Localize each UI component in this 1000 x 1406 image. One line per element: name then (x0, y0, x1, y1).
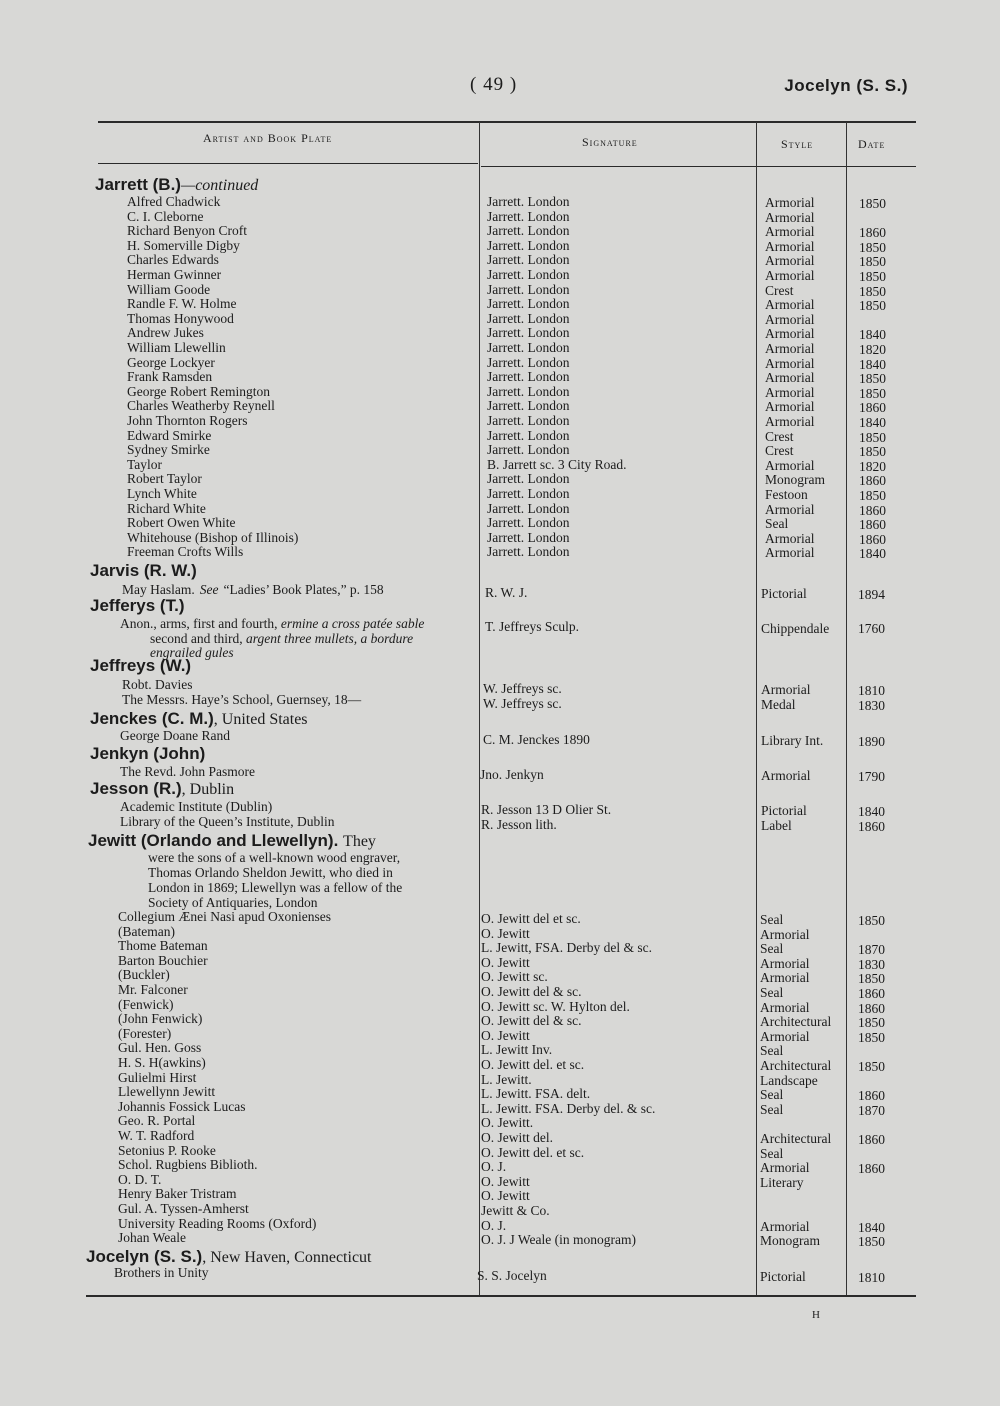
table-row-plate: (Forester) (118, 1025, 172, 1041)
heading-name: Jenckes (C. M.) (90, 709, 214, 728)
heading-name: Jewitt (Orlando and Llewellyn). (88, 831, 339, 850)
table-row-plate: Johannis Fossick Lucas (118, 1098, 246, 1114)
table-row-style: Pictorial (760, 1269, 806, 1284)
section-heading-jocelyn (86, 1248, 371, 1266)
table-row-plate: Taylor (127, 456, 163, 472)
table-row-date: 1840 (859, 415, 886, 430)
table-row-plate: William Llewellin (127, 340, 226, 355)
table-row-signature: B. Jarrett sc. 3 City Road. (487, 456, 627, 472)
table-row-date: 1850 (859, 371, 886, 387)
table-row-signature: O. Jewitt del & sc. (481, 1013, 582, 1029)
table-row-signature: Jarrett. London (487, 194, 570, 209)
section-heading-jesson (90, 780, 234, 798)
table-row-signature: O. J. (481, 1217, 507, 1233)
heading-name: Jesson (R.) (90, 779, 182, 798)
table-row-plate: (Buckler) (118, 967, 170, 983)
table-row-date: 1810 (858, 683, 885, 698)
desc-line: Thomas Orlando Sheldon Jewitt, who died in (148, 865, 393, 880)
table-row-date: 1830 (858, 697, 885, 713)
table-row-plate: Whitehouse (Bishop of Illinois) (127, 529, 299, 545)
table-row-date: 1860 (859, 517, 886, 533)
table-row-date: 1850 (859, 488, 886, 503)
table-row-plate: Robt. Davies (122, 677, 193, 692)
table-row-signature: C. M. Jenckes 1890 (483, 732, 590, 747)
table-row-style: Armorial (765, 311, 815, 327)
desc-text: Anon., arms, first and fourth, (120, 616, 281, 631)
table-row-plate: Alfred Chadwick (127, 194, 221, 209)
table-row-signature: Jarrett. London (487, 500, 570, 516)
table-row-date: 1860 (859, 502, 886, 518)
table-row-plate: Thome Bateman (118, 938, 208, 954)
table-row-style: Armorial (760, 970, 810, 986)
table-row-plate: Johan Weale (118, 1230, 187, 1246)
table-row-style: Armorial (765, 501, 815, 517)
table-row-style: Architectural (760, 1058, 832, 1073)
table-row-date: 1860 (858, 1000, 885, 1016)
table-row-date: 1850 (859, 444, 886, 460)
table-row-date: 1860 (858, 1132, 885, 1147)
see-reference: See (199, 582, 219, 597)
desc-italic: argent three mullets, a bordure (245, 631, 414, 646)
table-row-plate: Randle F. W. Holme (127, 296, 237, 312)
desc-text: second and third, (150, 631, 246, 646)
table-row-plate: H. S. H(awkins) (118, 1055, 206, 1070)
table-row-style: Architectural (760, 1014, 832, 1030)
table-row-signature: R. Jesson lith. (481, 816, 557, 832)
table-row-style: Armorial (765, 297, 815, 313)
table-row-signature: Jarrett. London (487, 223, 570, 239)
column-divider-artist (479, 122, 480, 1295)
table-row-style: Armorial (760, 1218, 810, 1234)
table-row-plate: Setonius P. Rooke (118, 1142, 216, 1158)
table-row-plate: Barton Bouchier (118, 952, 208, 968)
table-row-date: 1870 (858, 942, 885, 958)
table-row-style: Armorial (760, 955, 810, 971)
table-row-signature: O. Jewitt (481, 1027, 530, 1043)
table-row-plate: William Goode (127, 281, 211, 297)
section-heading-jewitt (88, 832, 376, 850)
heading-continued: —continued (180, 177, 259, 194)
table-row-style: Armorial (760, 1160, 810, 1176)
table-row-style: Armorial (765, 545, 815, 561)
table-row-signature: L. Jewitt. (481, 1071, 532, 1087)
table-row-date: 1894 (858, 587, 885, 602)
table-row-signature: O. Jewitt del et sc. (481, 911, 581, 926)
table-row-style: Label (761, 817, 792, 833)
table-row-style: Armorial (761, 682, 811, 697)
table-row-plate: Thomas Honywood (127, 310, 234, 326)
table-row-signature: Jarrett. London (487, 398, 570, 414)
column-divider-signature (756, 122, 757, 1295)
page-number: ( 49 ) (470, 74, 518, 95)
table-row-signature: Jarrett. London (487, 544, 570, 560)
heading-name: Jefferys (T.) (90, 596, 185, 615)
desc-line: Society of Antiquaries, London (148, 895, 318, 910)
table-row-plate: Gulielmi Hirst (118, 1069, 197, 1085)
table-row-plate: Academic Institute (Dublin) (120, 799, 273, 814)
table-row-date: 1840 (858, 804, 885, 819)
table-row-date: 1860 (859, 473, 886, 489)
table-row-style: Monogram (760, 1233, 820, 1249)
table-row-date: 1890 (858, 734, 885, 749)
heading-name: Jarvis (R. W.) (90, 561, 197, 580)
table-row-date: 1850 (859, 429, 886, 445)
desc-line: London in 1869; Llewellyn was a fellow of the (148, 880, 403, 895)
table-row-date: 1860 (858, 986, 885, 1001)
table-row-style: Armorial (765, 355, 815, 371)
table-row-date: 1850 (858, 1015, 885, 1031)
table-row-date: 1860 (858, 1088, 885, 1104)
table-row-plate: Freeman Crofts Wills (127, 544, 244, 560)
table-row-signature: Jarrett. London (487, 515, 570, 531)
table-row-signature: R. W. J. (485, 585, 528, 600)
heading-desc: , United States (213, 711, 308, 728)
table-row-signature: L. Jewitt. FSA. delt. (481, 1086, 591, 1102)
table-row-date: 1860 (858, 818, 885, 834)
table-row-signature: Jewitt & Co. (481, 1203, 550, 1218)
table-row-signature: Jarrett. London (487, 252, 570, 268)
table-row-plate: Geo. R. Portal (118, 1113, 196, 1129)
heading-name: Jeffreys (W.) (90, 656, 192, 675)
table-row-signature: Jarrett. London (487, 340, 570, 355)
table-row-signature: O. Jewitt del. et sc. (481, 1144, 585, 1160)
table-row-style: Seal (760, 912, 784, 927)
table-row-date: 1810 (858, 1270, 885, 1285)
table-row-plate: Robert Taylor (127, 471, 202, 487)
table-row-signature: Jarrett. London (487, 369, 570, 385)
table-row-signature: O. Jewitt sc. W. Hylton del. (481, 998, 630, 1014)
section-heading-jeffreys (90, 657, 191, 674)
table-row-style: Seal (760, 1145, 784, 1161)
table-row-style: Crest (765, 428, 794, 444)
table-row-signature: O. Jewitt. (481, 1115, 534, 1131)
table-row-plate: University Reading Rooms (Oxford) (118, 1215, 317, 1231)
table-row-date: 1860 (859, 225, 886, 241)
table-row-plate (122, 583, 384, 597)
table-row-style: Seal (760, 941, 784, 957)
table-row-style: Armorial (761, 768, 811, 783)
table-row-style: Armorial (765, 457, 815, 473)
table-row-plate: Edward Smirke (127, 427, 212, 443)
table-row-signature: Jarrett. London (487, 325, 570, 341)
table-row-date: 1840 (859, 356, 886, 372)
table-row-plate: Charles Weatherby Reynell (127, 398, 275, 414)
table-row-signature: O. Jewitt del. et sc. (481, 1057, 585, 1072)
table-row-style: Armorial (765, 253, 815, 269)
table-row-style: Armorial (765, 195, 815, 210)
table-row-date: 1850 (859, 254, 886, 270)
table-row-signature: W. Jeffreys sc. (483, 695, 562, 711)
jefferys-date: 1760 (858, 621, 885, 636)
table-row-plate: George Robert Remington (127, 383, 270, 399)
table-row-plate: The Revd. John Pasmore (120, 764, 255, 779)
table-row-plate: Llewellynn Jewitt (118, 1084, 216, 1100)
table-row-date: 1850 (859, 196, 886, 211)
table-row-signature: Jarrett. London (487, 310, 570, 326)
table-row-style: Armorial (765, 399, 815, 415)
section-heading-jenckes (90, 710, 308, 728)
table-row-signature: O. J. J Weale (in monogram) (481, 1232, 637, 1248)
table-row-plate: Gul. Hen. Goss (118, 1040, 202, 1056)
column-divider-style (846, 122, 847, 1295)
table-row-plate: H. Somerville Digby (127, 237, 240, 253)
section-heading-jarvis (90, 562, 197, 579)
desc-italic: ermine a cross patée sable (280, 616, 425, 631)
table-row-plate: Lynch White (127, 486, 197, 501)
table-row-signature: Jarrett. London (487, 427, 570, 443)
table-row-plate: Charles Edwards (127, 252, 219, 268)
table-row-style: Pictorial (761, 803, 807, 818)
table-row-style: Seal (760, 985, 784, 1000)
heading-desc: , New Haven, Connecticut (202, 1249, 372, 1266)
table-row-style: Architectural (760, 1131, 832, 1146)
table-row-signature: Jarrett. London (487, 237, 570, 253)
reference-text: “Ladies’ Book Plates,” p. 158 (223, 582, 384, 597)
heading-desc: They (343, 833, 376, 850)
section-heading-jefferys (90, 597, 184, 614)
table-row-plate: John Thornton Rogers (127, 413, 248, 428)
table-row-date: 1850 (859, 283, 886, 299)
table-row-style: Monogram (765, 472, 825, 488)
table-row-plate: The Messrs. Haye’s School, Guernsey, 18— (122, 691, 362, 707)
table-row-signature: Jno. Jenkyn (480, 767, 544, 782)
table-row-plate: Richard White (127, 500, 206, 516)
table-row-date: 1840 (859, 546, 886, 562)
table-row-style: Armorial (760, 999, 810, 1015)
table-row-style: Armorial (765, 341, 815, 356)
jewitt-description (148, 850, 468, 910)
table-row-signature: Jarrett. London (487, 354, 570, 370)
table-row-date: 1860 (859, 400, 886, 416)
table-row-signature: O. J. (481, 1159, 507, 1175)
table-row-signature: W. Jeffreys sc. (483, 681, 562, 696)
table-row-plate: (John Fenwick) (118, 1011, 203, 1027)
table-row-plate: Frank Ramsden (127, 369, 213, 385)
table-row-plate: Sydney Smirke (127, 442, 210, 458)
table-row-signature: O. Jewitt del & sc. (481, 984, 582, 999)
table-row-plate: Andrew Jukes (127, 325, 204, 341)
table-row-style: Armorial (765, 326, 815, 342)
jefferys-signature: T. Jeffreys Sculp. (485, 619, 579, 634)
table-row-style: Armorial (765, 384, 815, 400)
desc-line: were the sons of a well-known wood engraver, (148, 850, 401, 865)
table-row-date: 1820 (859, 458, 886, 474)
jefferys-desc-line-1 (120, 617, 424, 631)
table-row-date: 1820 (859, 342, 886, 357)
table-row-plate: Mr. Falconer (118, 982, 188, 997)
table-row-signature: O. Jewitt del. (481, 1130, 553, 1145)
table-row-signature: L. Jewitt. FSA. Derby del. & sc. (481, 1100, 656, 1116)
plate-name: May Haslam. (122, 582, 195, 597)
table-row-style: Landscape (760, 1072, 818, 1088)
table-row-style: Library Int. (761, 733, 824, 748)
table-row-plate: Henry Baker Tristram (118, 1186, 237, 1202)
section-heading-jenkyn (90, 745, 205, 762)
table-row-signature: Jarrett. London (487, 413, 570, 428)
table-row-style: Seal (765, 516, 789, 532)
column-header-signature: Signature (582, 135, 638, 149)
table-row-signature: S. S. Jocelyn (477, 1268, 547, 1283)
table-row-signature: Jarrett. London (487, 442, 570, 458)
table-row-date: 1830 (858, 956, 885, 972)
table-row-plate: (Fenwick) (118, 996, 174, 1012)
table-row-date: 1860 (859, 531, 886, 547)
table-row-date: 1850 (858, 971, 885, 987)
heading-name: Jocelyn (S. S.) (86, 1247, 203, 1266)
table-row-date: 1840 (858, 1219, 885, 1235)
signature-mark: H (812, 1309, 820, 1321)
table-row-signature: Jarrett. London (487, 281, 570, 297)
table-row-plate: Richard Benyon Croft (127, 223, 247, 239)
table-row-style: Crest (765, 443, 794, 459)
table-row-signature: O. Jewitt (481, 1173, 530, 1189)
table-row-style: Armorial (765, 268, 815, 283)
table-row-style: Armorial (765, 370, 815, 386)
table-row-date: 1790 (858, 769, 885, 784)
table-row-date: 1860 (858, 1161, 885, 1177)
table-row-style: Literary (760, 1174, 804, 1190)
heading-name: Jenkyn (John) (90, 744, 206, 763)
table-row-plate: W. T. Radford (118, 1128, 195, 1143)
table-row-plate: George Doane Rand (120, 728, 230, 743)
table-row-style: Armorial (765, 238, 815, 254)
table-row-style: Seal (760, 1087, 784, 1103)
table-row-signature: Jarrett. London (487, 208, 570, 224)
table-row-signature: O. Jewitt (481, 954, 530, 970)
column-header-style: Style (781, 137, 814, 151)
table-row-style: Medal (761, 696, 796, 712)
table-row-plate: Herman Gwinner (127, 267, 222, 282)
header-underline-signature (481, 166, 916, 167)
table-row-date: 1840 (859, 327, 886, 343)
table-row-date: 1850 (859, 239, 886, 255)
table-row-style: Festoon (765, 487, 808, 502)
table-row-plate: Gul. A. Tyssen-Amherst (118, 1201, 249, 1216)
table-row-signature: R. Jesson 13 D Olier St. (481, 802, 612, 817)
table-row-date: 1870 (858, 1102, 885, 1118)
table-row-style: Seal (760, 1043, 784, 1059)
table-row-style: Armorial (765, 414, 815, 429)
table-row-signature: Jarrett. London (487, 529, 570, 545)
table-row-date: 1850 (859, 385, 886, 401)
jefferys-style: Chippendale (761, 621, 830, 636)
table-row-style: Armorial (765, 209, 815, 225)
table-row-style: Armorial (760, 1028, 810, 1044)
table-row-date: 1850 (858, 1029, 885, 1045)
table-row-style: Armorial (765, 530, 815, 546)
table-row-signature: L. Jewitt, FSA. Derby del & sc. (481, 940, 652, 956)
table-row-date: 1850 (858, 913, 885, 928)
table-row-plate: O. D. T. (118, 1171, 162, 1187)
table-row-plate: George Lockyer (127, 354, 215, 370)
table-row-style: Pictorial (761, 586, 807, 601)
running-head: Jocelyn (S. S.) (784, 76, 908, 95)
table-row-date: 1850 (859, 298, 886, 314)
column-header-date: Date (858, 137, 886, 151)
table-row-signature: Jarrett. London (487, 486, 570, 501)
header-underline-artist (98, 163, 478, 164)
jefferys-desc-line-2 (150, 632, 413, 646)
table-row-plate: Brothers in Unity (114, 1265, 209, 1280)
table-row-signature: L. Jewitt Inv. (481, 1042, 553, 1058)
column-header-artist: Artist and Book Plate (203, 131, 333, 145)
table-row-signature: Jarrett. London (487, 383, 570, 399)
desc-italic: engrailed gules (150, 645, 234, 660)
table-row-style: Seal (760, 1101, 784, 1117)
table-row-date: 1850 (858, 1234, 885, 1250)
table-row-signature: Jarrett. London (487, 267, 570, 282)
table-row-plate: C. I. Cleborne (127, 208, 204, 224)
table-row-date: 1850 (859, 269, 886, 284)
table-row-style: Armorial (760, 926, 810, 942)
table-row-plate: Collegium Ænei Nasi apud Oxonienses (118, 909, 331, 924)
table-row-style: Armorial (765, 224, 815, 240)
table-row-signature: O. Jewitt (481, 1188, 530, 1204)
table-row-signature: Jarrett. London (487, 296, 570, 312)
table-row-plate: Schol. Rugbiens Biblioth. (118, 1157, 258, 1173)
table-row-plate: (Bateman) (118, 923, 175, 939)
table-row-plate: Robert Owen White (127, 515, 236, 531)
table-row-signature: O. Jewitt (481, 925, 530, 941)
table-row-style: Crest (765, 282, 794, 298)
top-rule (98, 121, 916, 123)
table-row-signature: O. Jewitt sc. (481, 969, 548, 985)
table-row-date: 1850 (858, 1059, 885, 1074)
heading-desc: , Dublin (181, 781, 235, 798)
heading-name: Jarrett (B.) (95, 175, 181, 194)
bottom-rule (86, 1295, 916, 1297)
section-heading-jarrett (95, 176, 258, 194)
table-row-plate: Library of the Queen’s Institute, Dublin (120, 813, 335, 829)
table-row-signature: Jarrett. London (487, 471, 570, 487)
